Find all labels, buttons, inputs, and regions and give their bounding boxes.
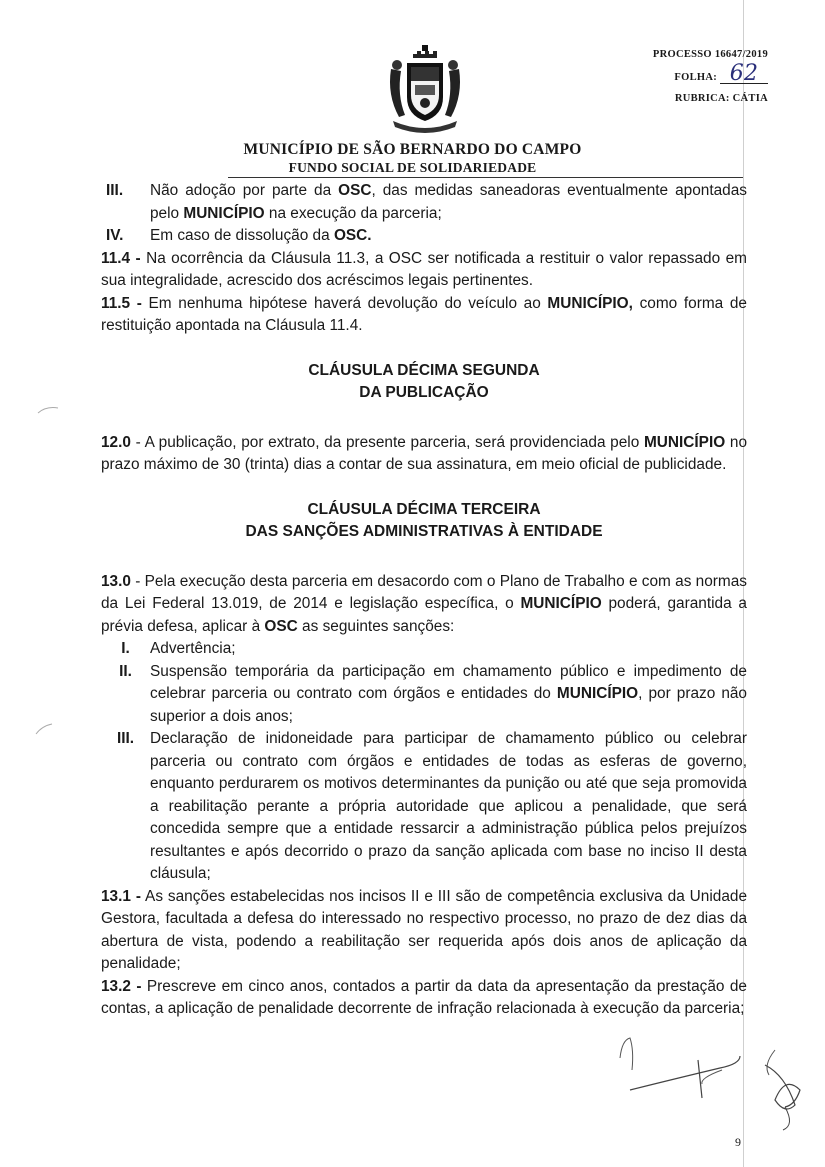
clause-12-subheading: DA PUBLICAÇÃO: [359, 384, 489, 401]
clause-12-0: 12.0 - A publicação, por extrato, da presente parceria, será providenciada pelo MUNICÍPIO no prazo máximo de 30 (trinta) dias a contar de sua assinatura, em meio oficial de publicidade.: [101, 433, 747, 473]
sanction-ii-number: II.: [119, 662, 132, 680]
rubrica-name: CÁTIA: [732, 93, 768, 104]
sanction-i: [101, 638, 747, 661]
clause-13-0: 13.0 - Pela execução desta parceria em desacordo com o Plano de Trabalho e com as normas da Lei Federal 13.019, de 2014 e legislação específica, o MUNICÍPIO poderá, garantida a prévia defesa, aplicar à OSC as seguintes sanções:: [101, 572, 747, 635]
item-iv: [101, 225, 747, 248]
clause-13-2: 13.2 - Prescreve em cinco anos, contados a partir da data da apresentação da prestação de contas, a aplicação de penalidade decorrente de infração relacionada à execução da parceria;: [101, 977, 747, 1017]
clause-13-1: 13.1 - As sanções estabelecidas nos incisos II e III são de competência exclusiva da Unidade Gestora, facultada a defesa do interessado no respectivo processo, no prazo de dez dias da abertura de vista, podendo a reabilitação ser requerida após dois anos de aplicação da penalidade;: [101, 887, 747, 972]
item-iv-text: Em caso de dissolução da OSC.: [150, 227, 372, 244]
item-iv-number: IV.: [106, 227, 124, 244]
header-rule: [228, 177, 743, 178]
item-iii-text: Não adoção por parte da OSC, das medidas saneadoras eventualmente apontadas pelo MUNICÍPIO na execução da parceria;: [150, 182, 747, 222]
sanction-i-number: I.: [121, 640, 130, 657]
sanction-iii-text: Declaração de inidoneidade para participar de chamamento público ou celebrar parceria ou contrato com órgãos e entidades de todas as esferas de governo, enquanto perdurarem os motivos determinantes da punição ou até que seja promovida a reabilitação perante a própria autoridade que aplicou a penalidade, que será concedida sempre que a entidade ressarcir a administração pública pelos prejuízos resultantes e após decorrido o prazo da sanção aplicada com base no inciso II desta cláusula;: [150, 730, 747, 882]
document-body: [101, 180, 747, 1021]
sanction-ii-text: Suspensão temporária da participação em chamamento público e impedimento de celebrar parceria ou contrato com órgãos e entidades do MUNICÍPIO, por prazo não superior a dois anos;: [150, 662, 747, 725]
rubrica-row: [608, 88, 768, 109]
process-stamp: [608, 44, 768, 109]
item-iii: [101, 180, 747, 225]
municipality-title: MUNICÍPIO DE SÃO BERNARDO DO CAMPO: [243, 141, 582, 158]
folha-handwritten-number: 62: [720, 65, 768, 84]
page-number: 9: [735, 1135, 741, 1149]
sanction-i-text: Advertência;: [150, 640, 236, 657]
folha-label: FOLHA:: [674, 72, 718, 83]
margin-initials-icon: [755, 1045, 815, 1135]
sanction-ii: [101, 661, 747, 729]
fund-subtitle: FUNDO SOCIAL DE SOLIDARIEDADE: [288, 160, 537, 175]
margin-mark-icon: [34, 722, 54, 736]
clause-11-4: 11.4 - Na ocorrência da Cláusula 11.3, a OSC ser notificada a restituir o valor repassado em sua integralidade, acrescido dos acréscimos legais pertinentes.: [101, 249, 747, 289]
clause-12-heading: CLÁUSULA DÉCIMA SEGUNDA: [308, 361, 540, 379]
clause-11-5: 11.5 - Em nenhuma hipótese haverá devolução do veículo ao MUNICÍPIO, como forma de restituição apontada na Cláusula 11.4.: [101, 294, 747, 334]
folha-row: [608, 61, 768, 88]
sanction-iii-number: III.: [116, 730, 135, 747]
margin-mark-icon: [36, 404, 60, 416]
rubrica-label: RUBRICA:: [674, 93, 730, 104]
processo-number: PROCESSO 16647/2019: [652, 49, 768, 60]
clause-13-subheading: DAS SANÇÕES ADMINISTRATIVAS À ENTIDADE: [245, 523, 603, 540]
coat-of-arms-icon: [385, 45, 465, 133]
handwritten-signature-icon: [590, 1030, 750, 1100]
sanction-iii: [101, 728, 747, 886]
clause-13-heading: CLÁUSULA DÉCIMA TERCEIRA: [307, 500, 541, 518]
item-iii-number: III.: [106, 182, 124, 199]
